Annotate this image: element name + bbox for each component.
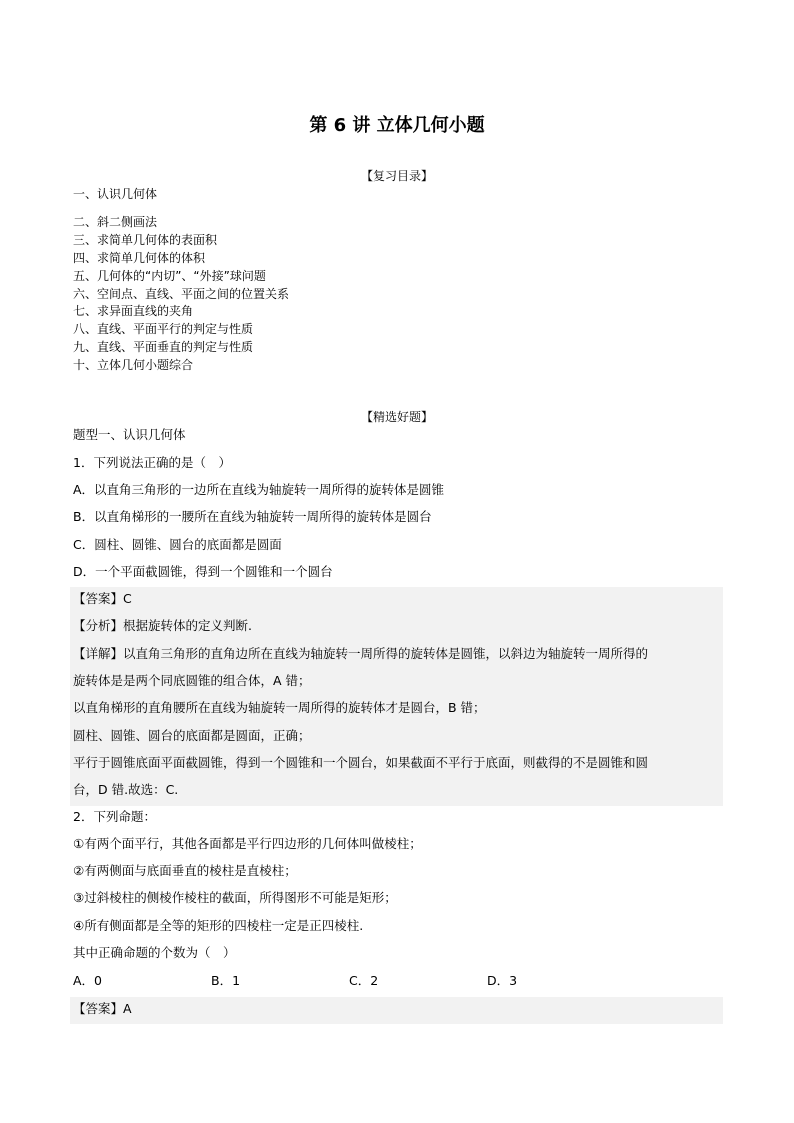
q1-option-c: C．圆柱、圆锥、圆台的底面都是圆面 xyxy=(73,537,282,552)
q2-choice-c: C．2 xyxy=(349,973,379,988)
q2-solution-box xyxy=(70,997,723,1024)
q2-question: 其中正确命题的个数为（ ） xyxy=(73,945,236,960)
toc-item: 八、直线、平面平行的判定与性质 xyxy=(73,322,254,336)
selected-heading: 【精选好题】 xyxy=(360,410,433,424)
q1-option-b: B．以直角梯形的一腰所在直线为轴旋转一周所得的旋转体是圆台 xyxy=(73,509,432,524)
q1-option-d: D．一个平面截圆锥，得到一个圆锥和一个圆台 xyxy=(73,564,333,579)
q2-statement: ④所有侧面都是全等的矩形的四棱柱一定是正四棱柱. xyxy=(73,918,364,933)
q1-answer: 【答案】C xyxy=(73,591,132,606)
q1-detail-line: 台，D 错.故选：C. xyxy=(73,782,179,797)
q1-detail-line: 以直角梯形的直角腰所在直线为轴旋转一周所得的旋转体才是圆台，B 错； xyxy=(73,700,486,715)
page-title: 第 6 讲 立体几何小题 xyxy=(309,115,485,136)
q1-detail-line: 平行于圆锥底面平面截圆锥，得到一个圆锥和一个圆台，如果截面不平行于底面，则截得的不是圆锥和圆 xyxy=(73,755,649,770)
toc-item: 五、几何体的“内切”、“外接”球问题 xyxy=(73,269,266,283)
q1-stem: 1．下列说法正确的是（ ） xyxy=(73,455,231,470)
toc-item: 六、空间点、直线、平面之间的位置关系 xyxy=(73,287,290,301)
toc-item: 九、直线、平面垂直的判定与性质 xyxy=(73,340,254,354)
q2-choice-d: D．3 xyxy=(487,973,518,988)
q1-detail-line: 旋转体是是两个同底圆锥的组合体，A 错； xyxy=(73,673,311,688)
toc-item: 一、认识几何体 xyxy=(73,187,158,201)
q1-solution-box xyxy=(70,587,723,806)
type-heading: 题型一、认识几何体 xyxy=(73,427,186,442)
toc-item: 二、斜二侧画法 xyxy=(73,215,158,229)
q2-choices xyxy=(73,972,573,990)
q2-choice-b: B．1 xyxy=(211,973,241,988)
q1-detail-line: 圆柱、圆锥、圆台的底面都是圆面，正确； xyxy=(73,728,311,743)
q2-statement: ①有两个面平行，其他各面都是平行四边形的几何体叫做棱柱； xyxy=(73,836,422,851)
q1-option-a: A．以直角三角形的一边所在直线为轴旋转一周所得的旋转体是圆锥 xyxy=(73,482,445,497)
q2-answer: 【答案】A xyxy=(73,1001,132,1016)
toc-item: 七、求异面直线的夹角 xyxy=(73,304,194,318)
q1-detail-line: 【详解】以直角三角形的直角边所在直线为轴旋转一周所得的旋转体是圆锥，以斜边为轴旋转一周所得的 xyxy=(73,646,649,661)
toc-item: 十、立体几何小题综合 xyxy=(73,358,194,372)
review-heading: 【复习目录】 xyxy=(360,169,433,183)
q2-stem: 2．下列命题： xyxy=(73,809,156,824)
q2-choice-a: A．0 xyxy=(73,973,103,988)
q2-statement: ②有两侧面与底面垂直的棱柱是直棱柱； xyxy=(73,863,297,878)
toc-item: 三、求简单几何体的表面积 xyxy=(73,233,218,247)
q2-statement: ③过斜棱柱的侧棱作棱柱的截面，所得图形不可能是矩形； xyxy=(73,890,397,905)
toc-item: 四、求简单几何体的体积 xyxy=(73,251,206,265)
q1-analysis: 【分析】根据旋转体的定义判断. xyxy=(73,618,252,633)
